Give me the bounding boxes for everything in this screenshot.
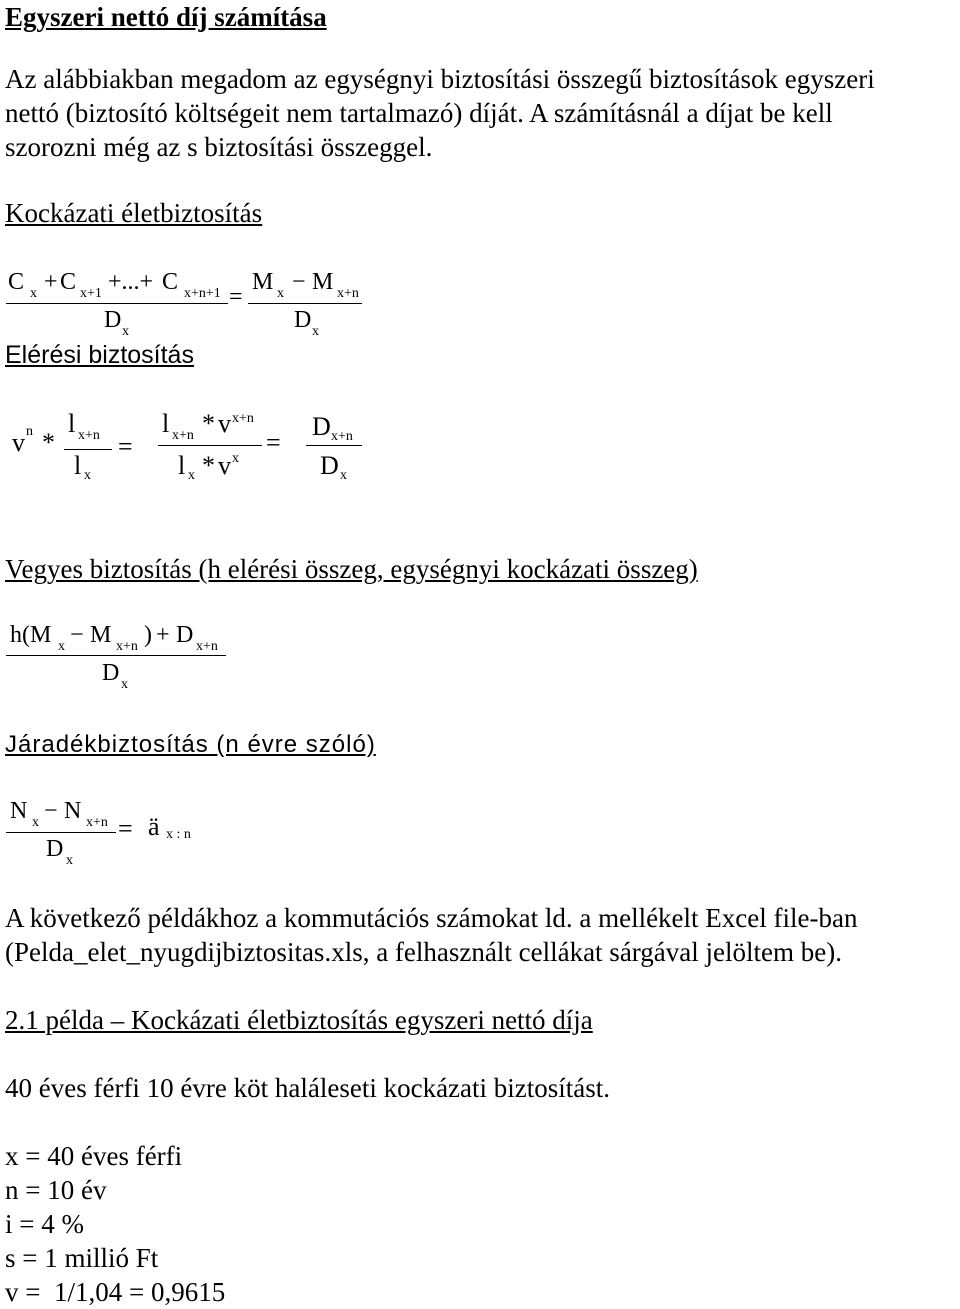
note-line-1: A következő példákhoz a kommutációs számokat ld. a mellékelt Excel file-ban	[5, 903, 858, 933]
risk-d1: D	[104, 307, 122, 333]
section-endowment: Elérési biztosítás	[5, 341, 194, 369]
annuity-n2: N	[64, 798, 82, 824]
annuity-sub-xn: x+n	[86, 815, 108, 830]
annuity-eq: =	[118, 814, 133, 843]
mixed-fraction-bar	[6, 655, 226, 656]
endow-star: *	[42, 428, 55, 457]
annuity-d: D	[46, 836, 64, 862]
mixed-h: h(M	[10, 622, 52, 648]
endow-sub-xn-1: x+n	[78, 428, 100, 443]
endow-star-3: *	[202, 451, 215, 480]
endow-v2: v	[218, 409, 231, 438]
risk-plus: +	[44, 269, 58, 295]
endow-eq-2: =	[266, 428, 281, 457]
mixed-sub-x: x	[58, 639, 65, 654]
param-sum: s = 1 millió Ft	[5, 1243, 159, 1273]
endow-eq-1: =	[118, 432, 133, 461]
mixed-sub-xn-2: x+n	[196, 639, 218, 654]
endow-l4: l	[178, 451, 186, 480]
risk-m2: M	[312, 269, 334, 295]
risk-sub-x: x	[30, 286, 37, 301]
endow-fraction-bar-2	[158, 445, 262, 446]
annuity-sub-x-d: x	[66, 853, 73, 868]
endow-sub-x-2: x	[188, 468, 195, 483]
intro-line-3: szorozni még az s biztosítási összeggel.	[5, 132, 433, 162]
example-title: 2.1 példa – Kockázati életbiztosítás egyszeri nettó díja	[5, 1005, 593, 1035]
risk-dots: +...+	[108, 269, 154, 295]
intro-line-2: nettó (biztosító költségeit nem tartalmazó) díját. A számításnál a díjat be kell	[5, 98, 833, 128]
endow-sup-xn: x+n	[232, 411, 254, 426]
annuity-fraction-bar	[6, 832, 116, 833]
risk-sub-xn1: x+n+1	[184, 286, 221, 301]
mixed-d2: D	[102, 660, 120, 686]
endow-sub-xn-2: x+n	[172, 428, 194, 443]
mixed-sub-xn-1: x+n	[116, 639, 138, 654]
endow-sub-x-1: x	[84, 468, 91, 483]
section-mixed: Vegyes biztosítás (h elérési összeg, egységnyi kockázati összeg)	[5, 554, 698, 584]
risk-c2: C	[60, 269, 77, 295]
param-discount: v = 1/1,04 = 0,9615	[5, 1277, 226, 1307]
risk-m1: M	[252, 269, 274, 295]
risk-eq: =	[229, 284, 243, 310]
param-term: n = 10 év	[5, 1175, 107, 1205]
endow-star-2: *	[202, 409, 215, 438]
annuity-sub-label: x : n	[166, 827, 191, 842]
risk-minus: −	[292, 269, 306, 295]
mixed-d1: D	[176, 622, 194, 648]
endow-sub-xn-3: x+n	[331, 429, 353, 444]
example-description: 40 éves férfi 10 évre köt haláleseti kockázati biztosítást.	[5, 1073, 611, 1103]
risk-d2: D	[294, 307, 312, 333]
risk-sub-x1: x+1	[80, 286, 102, 301]
mixed-m: M	[90, 622, 112, 648]
section-annuity: Járadékbiztosítás (n évre szóló)	[5, 731, 376, 758]
endow-d1: D	[312, 412, 331, 441]
mixed-sub-x-d: x	[121, 677, 128, 692]
section-risk-life: Kockázati életbiztosítás	[5, 198, 263, 228]
annuity-sub-x: x	[32, 815, 39, 830]
endow-l3: l	[162, 409, 170, 438]
param-interest: i = 4 %	[5, 1209, 84, 1239]
endow-fraction-bar-1	[64, 449, 112, 450]
mixed-plus: +	[156, 622, 170, 648]
endow-d2: D	[320, 451, 339, 480]
annuity-n1: N	[10, 798, 28, 824]
risk-sub-xn: x+n	[337, 286, 359, 301]
risk-sub-x-d2: x	[312, 324, 319, 339]
annuity-a: ä	[148, 812, 160, 841]
endow-sup-x: x	[232, 451, 239, 466]
mixed-minus: −	[70, 622, 84, 648]
param-age: x = 40 éves férfi	[5, 1141, 183, 1171]
endow-v: v	[12, 428, 25, 457]
annuity-minus: −	[44, 798, 58, 824]
mixed-close: )	[144, 622, 152, 648]
endow-l1: l	[68, 409, 76, 438]
page-title: Egyszeri nettó díj számítása	[5, 2, 327, 32]
risk-sub-x-m: x	[277, 286, 284, 301]
risk-c3: C	[162, 269, 179, 295]
intro-line-1: Az alábbiakban megadom az egységnyi biztosítási összegű biztosítások egyszeri	[5, 64, 875, 94]
endow-l2: l	[74, 451, 82, 480]
endow-sup-n: n	[26, 424, 33, 439]
endow-sub-x-3: x	[340, 468, 347, 483]
risk-c: C	[8, 269, 25, 295]
endow-fraction-bar-3	[306, 445, 362, 446]
endow-v3: v	[218, 451, 231, 480]
risk-fraction-bar-1	[6, 303, 228, 304]
risk-fraction-bar-2	[248, 303, 362, 304]
note-line-2: (Pelda_elet_nyugdijbiztositas.xls, a felhasznált cellákat sárgával jelöltem be).	[5, 937, 842, 967]
risk-sub-x-d1: x	[122, 324, 129, 339]
